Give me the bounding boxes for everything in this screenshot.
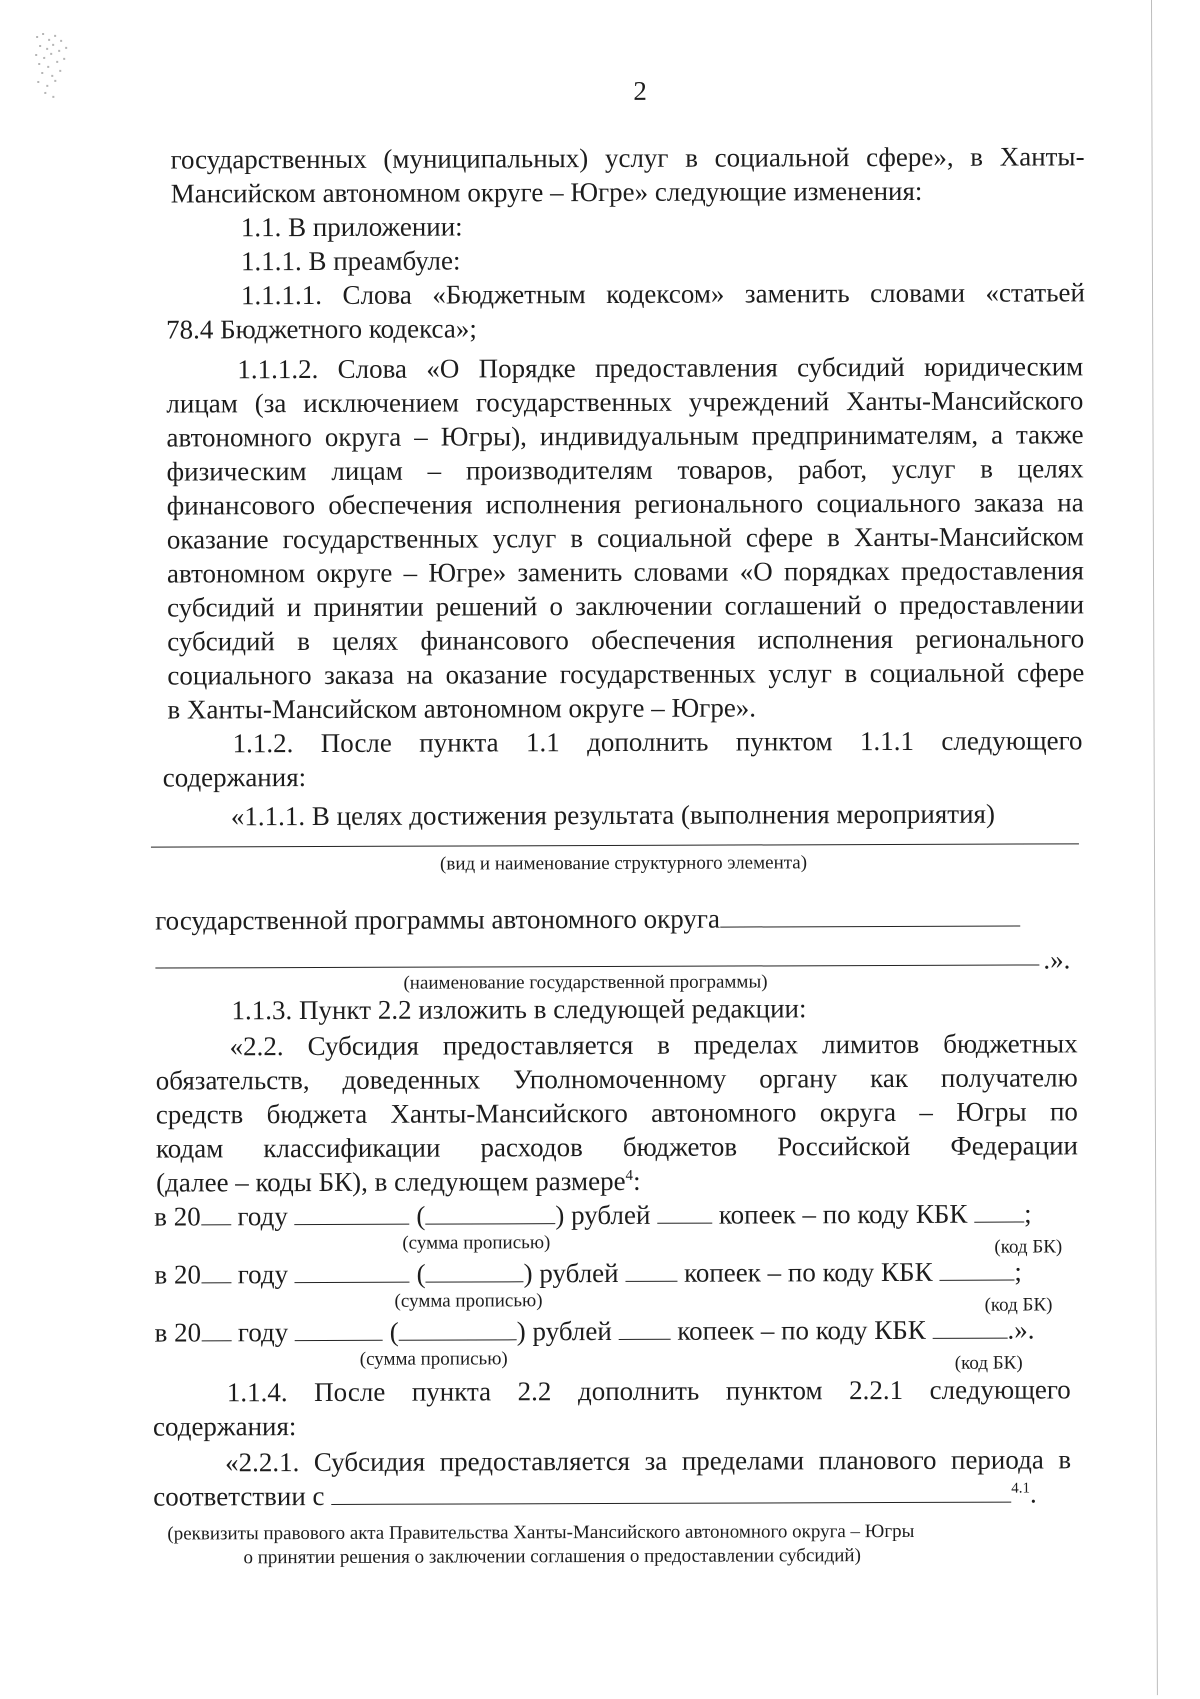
fill-in-blank [331, 1480, 1011, 1505]
scan-dot [48, 39, 50, 41]
word: услуг [604, 142, 669, 173]
caption: (наименование государственной программы) [403, 971, 768, 994]
word: Югры), [440, 421, 527, 452]
text-line: 1.1.1. В преамбуле: [240, 245, 461, 277]
text-line [167, 453, 1084, 486]
scan-dot [38, 63, 40, 65]
word: Ханты-Мансийского [390, 1097, 628, 1129]
scan-dot [63, 58, 65, 60]
text-fragment: году [237, 1201, 288, 1232]
word: обязательств, [155, 1065, 310, 1096]
word: также [1015, 419, 1084, 450]
text-line [167, 521, 1084, 554]
word: финансового [166, 489, 316, 521]
word: округа [819, 1096, 897, 1128]
word: сфере [745, 522, 814, 553]
word: Югры [956, 1096, 1027, 1127]
text-fragment: ) рублей [523, 1257, 619, 1289]
text-line: содержания: [152, 1411, 297, 1442]
word: оказание [166, 524, 269, 555]
word: а [990, 419, 1004, 450]
text-line: 78.4 Бюджетного кодекса»; [166, 313, 477, 345]
word: регионального [634, 488, 804, 519]
text-fragment: в 20 [154, 1201, 201, 1232]
word: периода [950, 1444, 1044, 1475]
text-line [167, 623, 1084, 656]
word: социальной [869, 657, 1005, 689]
word: 2.2 [517, 1376, 552, 1407]
fill-in-blank [625, 1259, 677, 1282]
word: субсидий [167, 626, 275, 657]
scan-dot [59, 70, 61, 72]
word: сфере», [865, 141, 954, 173]
caption: (сумма прописью) [359, 1348, 508, 1370]
caption: (код БК) [984, 1294, 1053, 1316]
scan-dot [46, 48, 48, 50]
word: автономного [651, 1097, 797, 1128]
scan-dot [36, 36, 38, 38]
word: производителям [465, 454, 653, 486]
text-fragment: ( [389, 1316, 399, 1347]
text-line [233, 725, 1083, 758]
text-line: Мансийском автономном округе – Югре» следующие изменения: [170, 175, 923, 209]
text-fragment: государственной программы автономного округа [155, 903, 720, 936]
text-line [166, 419, 1083, 452]
word: порядках [783, 555, 890, 587]
text-fragment: ) рублей [516, 1315, 612, 1347]
amount-row [154, 1257, 1021, 1290]
word: о [873, 590, 888, 621]
word: работ, [798, 454, 868, 485]
text-line [230, 1028, 1078, 1061]
scan-dot [50, 53, 52, 55]
amount-row [154, 1199, 1031, 1232]
word: товаров, [677, 454, 774, 485]
word: государственных [170, 143, 367, 175]
word: дополнить [577, 1375, 700, 1407]
scan-dot [35, 54, 37, 56]
word: заменить [744, 278, 850, 309]
word: принятии [313, 591, 424, 623]
word: за [644, 1445, 668, 1476]
text-fragment: ; [1014, 1256, 1022, 1287]
word: по [1049, 1096, 1078, 1127]
text-fragment: копеек – по коду КБК [684, 1256, 933, 1288]
text-line [153, 1478, 1037, 1511]
fill-in-blank [295, 1260, 410, 1283]
scan-dot [54, 35, 56, 37]
text-fragment: году [237, 1259, 289, 1290]
fill-in-blank [657, 1201, 712, 1224]
text-line: содержания: [162, 762, 307, 793]
word: 1.1.1.2. [237, 353, 319, 385]
word: «Бюджетным [432, 279, 586, 310]
caption: (вид и наименование структурного элемента) [439, 852, 808, 875]
fill-in-blank [939, 1258, 1014, 1281]
word: государственных [282, 523, 479, 555]
word: Слова [342, 279, 412, 310]
text-line [156, 1166, 641, 1198]
word: заказа [324, 659, 395, 690]
text-line [156, 1130, 1078, 1163]
word: (за [254, 388, 287, 419]
word: Югре» [428, 557, 507, 588]
scan-dot [56, 61, 58, 63]
word: следующего [941, 725, 1083, 756]
scan-dot [39, 45, 41, 47]
word: как [870, 1062, 909, 1094]
word: органу [759, 1063, 838, 1094]
word: – [427, 455, 442, 486]
text-line [227, 1374, 1071, 1407]
scan-dot [42, 33, 44, 35]
fill-in-blank [974, 1200, 1024, 1223]
word: заказа [973, 487, 1045, 518]
scan-artifact [32, 30, 80, 100]
footnote-mark: 4.1 [1011, 1480, 1031, 1497]
word: «2.2. [229, 1031, 284, 1062]
word: Порядке [478, 353, 576, 384]
word: государственных [475, 386, 673, 418]
word: учреждений [688, 386, 830, 417]
word: расходов [480, 1132, 583, 1163]
word: словами [633, 556, 729, 587]
word: целях [332, 625, 399, 656]
word: субсидий [167, 592, 275, 623]
fill-in-blank [201, 1260, 231, 1283]
scan-dot [37, 81, 39, 83]
word: предоставлении [899, 589, 1085, 620]
word: 1.1.1.1. [240, 279, 323, 311]
word: получателю [940, 1062, 1078, 1093]
word: Субсидия [313, 1446, 426, 1478]
word: Субсидия [307, 1030, 419, 1062]
word: в [685, 142, 698, 173]
word: словами [870, 277, 966, 309]
text-fragment: копеек – по коду КБК [718, 1198, 968, 1230]
scan-edge-line [1151, 0, 1158, 1695]
word: на [1057, 487, 1084, 518]
caption: (сумма прописью) [394, 1290, 543, 1312]
fill-in-blank [295, 1202, 410, 1225]
word: в [970, 141, 984, 172]
word: пунктом [725, 1375, 823, 1406]
word: округа [324, 421, 402, 452]
page-number: 2 [633, 75, 647, 106]
fill-in-blank [932, 1316, 1007, 1339]
text-fragment: ; [1024, 1198, 1032, 1229]
word: Ханты-Мансийского [846, 385, 1084, 417]
word: 1.1.2. [232, 728, 294, 759]
word: о [549, 591, 564, 622]
word: Слова [337, 353, 408, 384]
word: в [980, 453, 993, 484]
word: в [844, 658, 858, 689]
caption: о принятии решения о заключении соглашения о предоставлении субсидий) [243, 1545, 861, 1569]
word: – [414, 421, 428, 452]
text-fragment: в 20 [154, 1317, 202, 1348]
word: пункта [419, 727, 499, 758]
word: в [1058, 1444, 1072, 1475]
word: в [827, 522, 840, 553]
word: услуг [891, 453, 956, 484]
word: 1.1.1 [859, 725, 914, 757]
word: бюджетных [943, 1028, 1078, 1059]
word: исключением [303, 387, 460, 419]
word: на [406, 659, 434, 690]
scan-dot [44, 92, 46, 94]
fill-in-blank [720, 904, 1020, 928]
word: исполнения [757, 623, 894, 655]
word: субсидий [797, 351, 905, 383]
text-line [167, 487, 1084, 520]
text-line: в Ханты-Мансийском автономном округе – Югре». [167, 692, 757, 725]
word: пределах [693, 1029, 799, 1060]
text-fragment: в 20 [154, 1259, 201, 1290]
fill-in-blank [426, 1259, 524, 1282]
word: – [919, 1096, 933, 1127]
word: классификации [263, 1132, 441, 1164]
word: планового [818, 1444, 937, 1476]
word: предоставляется [442, 1029, 634, 1061]
fill-in-line [151, 843, 1079, 847]
word: автономного [166, 422, 312, 453]
word: соглашений [724, 590, 862, 621]
text-line [156, 1062, 1078, 1095]
word: заключении [575, 590, 713, 622]
text-fragment: .». [1007, 1314, 1035, 1345]
word: бюджета [266, 1098, 368, 1130]
text-fragment: .». [1043, 944, 1071, 975]
text-line [167, 657, 1084, 690]
caption: (код БК) [994, 1236, 1063, 1258]
word: (муниципальных) [383, 143, 589, 174]
text-line [167, 555, 1084, 588]
scan-dot [65, 47, 67, 49]
word: средств [155, 1099, 244, 1130]
word: предоставляется [439, 1445, 631, 1477]
word: дополнить [587, 726, 709, 758]
word: заменить [517, 556, 623, 588]
footnote-mark: 4 [625, 1167, 634, 1184]
word: обеспечения [328, 489, 473, 520]
word: «статьей [985, 277, 1086, 308]
fill-in-blank [201, 1318, 231, 1341]
word: «2.2.1. [225, 1447, 300, 1478]
word: лицам [166, 388, 238, 419]
word: пункта [411, 1376, 492, 1407]
scan-dot [47, 66, 49, 68]
text-fragment: копеек – по коду КБК [677, 1314, 926, 1346]
text-fragment: соответствии с [153, 1480, 325, 1512]
text-line [166, 385, 1083, 418]
text-fragment: году [237, 1317, 289, 1348]
text-fragment: : [632, 1165, 641, 1196]
word: и [286, 592, 302, 623]
scan-dot [51, 75, 53, 77]
text-line: 1.1. В приложении: [240, 211, 463, 243]
word: социальной [596, 522, 732, 554]
fill-in-blank [618, 1317, 670, 1340]
scan-dot [52, 44, 54, 46]
word: обеспечения [591, 624, 736, 656]
word: в [297, 626, 310, 657]
word: 1.1 [525, 727, 560, 758]
word: бюджетов [622, 1131, 738, 1162]
word: социальной [714, 142, 850, 173]
text-fragment: ( [416, 1258, 426, 1289]
word: финансового [420, 625, 569, 656]
word: целях [1017, 453, 1084, 484]
fill-in-blank [399, 1317, 517, 1340]
amount-row [155, 1314, 1035, 1347]
word: оказание [445, 659, 548, 690]
word: услуг [492, 523, 557, 554]
word: Уполномоченному [513, 1063, 727, 1095]
caption: (сумма прописью) [402, 1232, 551, 1254]
word: 1.1.4. [226, 1377, 288, 1408]
fill-in-blank [201, 1202, 231, 1225]
word: автономном [166, 558, 306, 589]
scan-dot [46, 85, 48, 87]
word: кодам [155, 1133, 224, 1164]
text-line [225, 1444, 1071, 1477]
word: предоставления [594, 352, 778, 384]
word: решений [435, 591, 538, 622]
scan-dot [52, 96, 54, 98]
scan-dot [58, 50, 60, 52]
text-line [171, 141, 1085, 174]
word: Ханты-Мансийском [853, 521, 1084, 553]
caption: (код БК) [954, 1352, 1023, 1374]
word: пунктом [735, 726, 833, 757]
word: Ханты- [999, 141, 1085, 172]
word: После [314, 1376, 386, 1408]
text-fragment: ) рублей [555, 1199, 651, 1231]
word: физическим [166, 456, 307, 487]
scan-dot [41, 72, 43, 74]
scan-dot [60, 40, 62, 42]
word: индивидуальным [539, 420, 739, 452]
word: После [320, 727, 392, 758]
word: Федерации [950, 1130, 1078, 1161]
fill-in-blank [425, 1201, 555, 1224]
word: «О [739, 556, 773, 587]
text-line [156, 1096, 1078, 1129]
word: следующего [929, 1374, 1071, 1405]
word: доведенных [342, 1064, 481, 1095]
word: юридическим [923, 351, 1084, 382]
text-fragment: . [1029, 1478, 1037, 1509]
text-fragment: ( [416, 1200, 426, 1231]
word: социального [167, 660, 312, 691]
word: лимитов [822, 1028, 920, 1060]
word: предпринимателям, [751, 419, 979, 451]
caption: (реквизиты правового акта Правительства Ханты-Мансийского автономного округа – Югры [167, 1520, 915, 1545]
word: регионального [915, 623, 1085, 654]
text-fragment: (далее – коды БК), в следующем размере [156, 1165, 626, 1198]
fill-in-line [155, 964, 1039, 968]
word: социального [816, 487, 961, 519]
word: – [403, 557, 418, 588]
word: услуг [768, 658, 832, 689]
word: исполнения [485, 488, 622, 520]
word: Российской [777, 1130, 911, 1162]
word: в [570, 523, 584, 554]
word: предоставления [901, 555, 1084, 586]
word: в [657, 1029, 670, 1060]
text-line [155, 903, 1020, 936]
scan-dot [54, 80, 56, 82]
word: «О [426, 353, 460, 384]
scan-dot [43, 57, 45, 59]
word: сфере [1016, 657, 1085, 688]
text-line: «1.1.1. В целях достижения результата (выполнения мероприятия) [230, 798, 995, 832]
text-line [167, 589, 1084, 622]
word: округе [316, 557, 393, 588]
word: кодексом» [606, 278, 725, 309]
word: 2.2.1 [849, 1374, 904, 1406]
fill-in-blank [295, 1318, 383, 1341]
text-line [237, 351, 1083, 384]
text-line [241, 277, 1085, 310]
word: государственных [559, 658, 756, 690]
word: лицам [331, 455, 403, 486]
word: пределами [681, 1445, 805, 1476]
text-line: 1.1.3. Пункт 2.2 изложить в следующей редакции: [231, 993, 807, 1026]
